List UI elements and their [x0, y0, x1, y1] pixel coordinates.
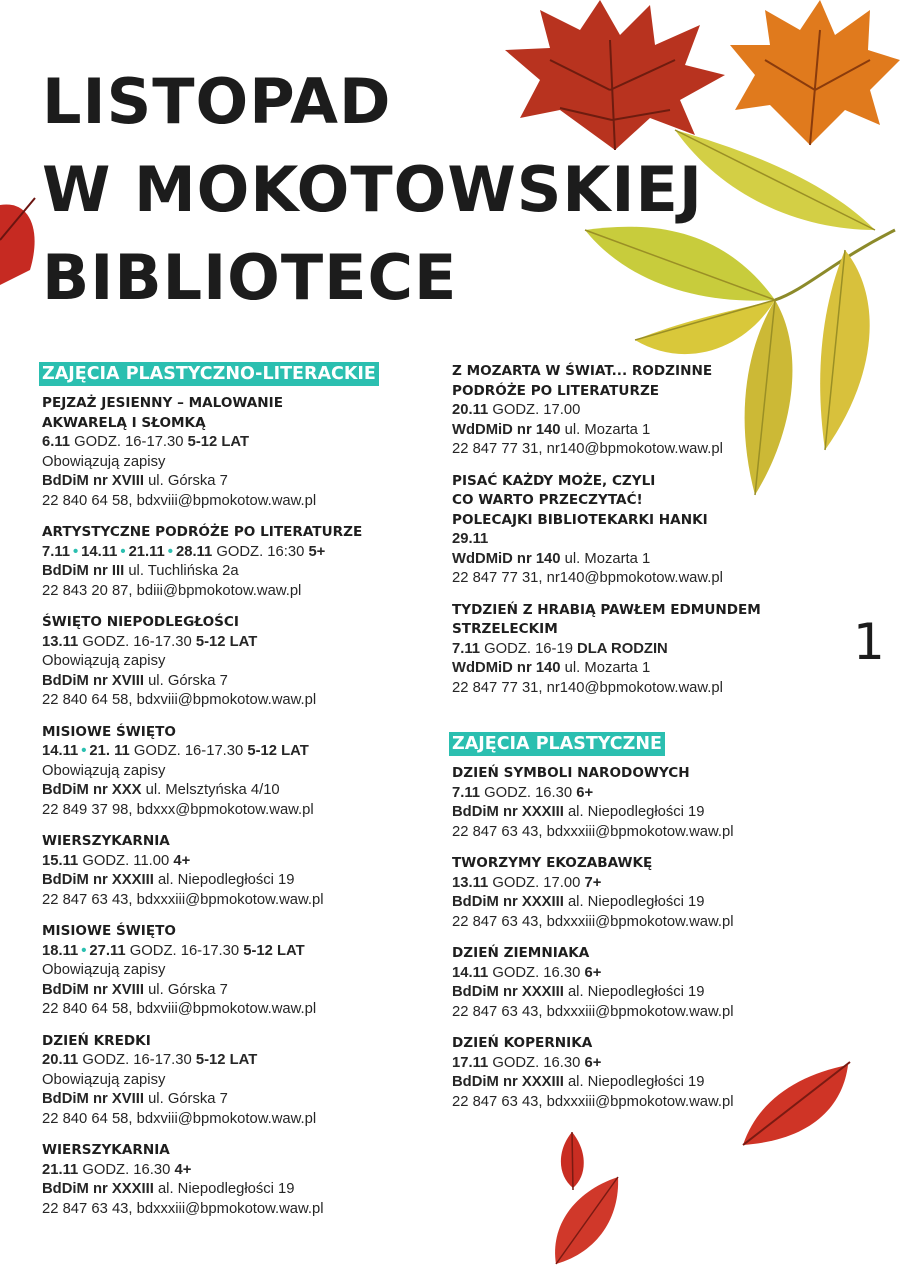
event-list: [42, 394, 442, 1219]
event-note: Obowiązują zapisy: [42, 453, 166, 470]
event-contact: 22 847 63 43, bdxxxiii@bpmokotow.waw.pl: [452, 1003, 734, 1020]
event-title: Z MOZARTA W ŚWIAT... RODZINNE: [452, 363, 713, 379]
event-time: GODZ. 16-19: [484, 640, 573, 657]
event-item: [42, 922, 442, 1020]
event-date-line: [42, 1161, 442, 1181]
separator-dot-icon: •: [167, 543, 173, 560]
event-age: DLA RODZIN: [577, 640, 668, 657]
event-item: [452, 944, 872, 1022]
event-note: Obowiązują zapisy: [42, 762, 166, 779]
venue-address: ul. Tuchlińska 2a: [128, 563, 239, 579]
venue-address: al. Niepodległości 19: [157, 1181, 295, 1197]
event-date: 17.11: [452, 1054, 489, 1071]
event-venue-line: [452, 1073, 872, 1093]
event-date: 7.11: [452, 640, 480, 657]
venue-name: BdDiM nr XVIII: [42, 1091, 144, 1107]
event-time: GODZ. 16.30: [492, 1054, 581, 1071]
event-contact: 22 847 63 43, bdxxxiii@bpmokotow.waw.pl: [452, 913, 734, 930]
venue-name: BdDiM nr XXXIII: [452, 1074, 564, 1090]
event-contact: 22 847 63 43, bdxxxiii@bpmokotow.waw.pl: [452, 823, 734, 840]
event-item: [42, 1141, 442, 1219]
event-date-line: [452, 401, 872, 421]
event-contact: 22 847 77 31, nr140@bpmokotow.waw.pl: [452, 679, 723, 696]
event-contact: 22 847 77 31, nr140@bpmokotow.waw.pl: [452, 570, 723, 586]
separator-dot-icon: •: [81, 942, 87, 959]
venue-address: al. Niepodległości 19: [567, 1074, 705, 1090]
event-contact: 22 840 64 58, bdxviii@bpmokotow.waw.pl: [42, 492, 317, 509]
event-item: [452, 472, 872, 589]
event-time: GODZ. 16-17.30: [82, 633, 192, 650]
event-title: WIERSZYKARNIA: [42, 833, 170, 849]
event-age: 5-12 LAT: [243, 942, 305, 959]
event-age: 4+: [174, 1161, 192, 1178]
event-item: [42, 1032, 442, 1130]
event-venue-line: [42, 981, 442, 1001]
venue-address: ul. Mozarta 1: [564, 550, 651, 567]
event-item: [42, 613, 442, 711]
event-title: TYDZIEŃ Z HRABIĄ PAWŁEM EDMUNDEM: [452, 601, 761, 618]
event-time: GODZ. 11.00: [82, 852, 170, 869]
event-title: DZIEŃ KOPERNIKA: [452, 1035, 593, 1051]
autumn-leaf-icon: [548, 1172, 623, 1267]
event-date-line: [452, 964, 872, 984]
event-title: TWORZYMY EKOZABAWKĘ: [452, 855, 653, 871]
event-time: GODZ. 16:30: [216, 543, 305, 560]
event-date: 20.11: [42, 1052, 79, 1068]
event-title: PEJZAŻ JESIENNY – MALOWANIE: [42, 395, 284, 411]
event-age: 5-12 LAT: [195, 633, 258, 650]
event-venue-line: [42, 562, 442, 582]
event-age: 6+: [584, 1054, 602, 1071]
event-time: GODZ. 16-17.30: [133, 743, 244, 759]
venue-address: al. Niepodległości 19: [567, 804, 705, 820]
event-date-line: [452, 530, 872, 550]
event-item: [452, 854, 872, 932]
event-date: 6.11: [42, 434, 70, 450]
event-title: STRZELECKIM: [452, 621, 558, 637]
event-date: 21.11: [128, 543, 165, 560]
title-line: W MOKOTOWSKIEJ: [42, 153, 703, 226]
event-note: Obowiązują zapisy: [42, 962, 166, 978]
event-time: GODZ. 17.00: [492, 874, 581, 891]
event-title: DZIEŃ ZIEMNIAKA: [452, 945, 590, 961]
event-item: [452, 601, 872, 699]
event-time: GODZ. 16-17.30: [74, 434, 184, 450]
event-date-line: [452, 640, 872, 660]
event-age: 6+: [576, 784, 594, 801]
event-title: CO WARTO PRZECZYTAĆ!: [452, 492, 643, 508]
event-date: 13.11: [452, 874, 489, 891]
event-item: [452, 764, 872, 842]
event-date: 18.11: [42, 942, 79, 959]
event-item: [452, 362, 872, 460]
event-venue-line: [452, 421, 872, 441]
event-date: 27.11: [89, 942, 126, 959]
page-title: [42, 58, 703, 322]
venue-address: ul. Górska 7: [148, 672, 228, 689]
venue-name: BdDiM nr XVIII: [42, 981, 144, 998]
event-item: [42, 832, 442, 910]
event-date-line: [42, 433, 442, 453]
event-item: [42, 723, 442, 821]
venue-address: al. Niepodległości 19: [567, 894, 705, 910]
event-contact: 22 840 64 58, bdxviii@bpmokotow.waw.pl: [42, 1001, 317, 1017]
event-age: 5-12 LAT: [247, 743, 309, 759]
event-date-line: [42, 852, 442, 872]
event-title: PODRÓŻE PO LITERATURZE: [452, 382, 660, 399]
event-title: DZIEŃ SYMBOLI NARODOWYCH: [452, 765, 690, 781]
left-column: [42, 362, 442, 1231]
event-venue-line: [42, 1090, 442, 1110]
event-contact: 22 849 37 98, bdxxx@bpmokotow.waw.pl: [42, 801, 314, 818]
event-venue-line: [42, 1180, 442, 1200]
page-number: 1: [853, 613, 885, 671]
venue-address: ul. Górska 7: [148, 473, 228, 489]
event-venue-line: [42, 781, 442, 801]
event-time: GODZ. 16.30: [484, 784, 573, 801]
event-time: GODZ. 16.30: [82, 1161, 171, 1178]
event-contact: 22 847 63 43, bdxxxiii@bpmokotow.waw.pl: [42, 1200, 324, 1217]
separator-dot-icon: •: [72, 543, 79, 560]
event-venue-line: [452, 659, 872, 679]
event-venue-line: [452, 893, 872, 913]
event-note: Obowiązują zapisy: [42, 1071, 166, 1088]
event-note: Obowiązują zapisy: [42, 653, 166, 669]
event-age: 5-12 LAT: [195, 1052, 258, 1068]
event-contact: 22 840 64 58, bdxviii@bpmokotow.waw.pl: [42, 692, 317, 708]
venue-address: ul. Mozarta 1: [564, 660, 651, 676]
venue-name: BdDiM nr XVIII: [42, 473, 144, 489]
event-date-line: [42, 942, 442, 962]
event-date: 13.11: [42, 633, 79, 650]
event-date: 20.11: [452, 402, 489, 418]
separator-dot-icon: •: [120, 543, 126, 560]
event-title: PISAĆ KAŻDY MOŻE, CZYLI: [452, 472, 656, 489]
event-date: 14.11: [81, 543, 118, 560]
separator-dot-icon: •: [81, 743, 87, 759]
event-date-line: [452, 784, 872, 804]
event-item: [42, 523, 442, 601]
event-title: AKWARELĄ I SŁOMKĄ: [42, 414, 206, 431]
right-column: [452, 362, 872, 1124]
event-date: 15.11: [42, 852, 79, 869]
title-line: LISTOPAD: [42, 65, 392, 138]
event-date: 14.11: [452, 964, 489, 981]
venue-address: ul. Mozarta 1: [564, 421, 651, 438]
venue-name: BdDiM nr XXXIII: [42, 872, 154, 888]
venue-address: ul. Górska 7: [148, 981, 228, 998]
venue-address: ul. Górska 7: [148, 1091, 228, 1107]
venue-name: BdDiM nr XXX: [42, 782, 142, 798]
venue-name: BdDiM nr XXXIII: [452, 894, 564, 910]
event-venue-line: [452, 550, 872, 570]
event-venue-line: [452, 983, 872, 1003]
event-date-line: [452, 874, 872, 894]
autumn-leaf-icon: [0, 190, 42, 290]
venue-name: WdDMiD nr 140: [452, 660, 561, 676]
event-date-line: [42, 742, 442, 762]
venue-name: BdDiM nr XXXIII: [452, 804, 564, 820]
venue-name: WdDMiD nr 140: [452, 421, 561, 438]
event-title: ŚWIĘTO NIEPODLEGŁOŚCI: [42, 614, 239, 630]
section-heading: ZAJĘCIA PLASTYCZNO-LITERACKIE: [39, 362, 379, 386]
event-venue-line: [42, 672, 442, 692]
event-date-line: [42, 1051, 442, 1071]
event-title: DZIEŃ KREDKI: [42, 1032, 151, 1049]
event-list: [452, 362, 872, 698]
event-venue-line: [452, 803, 872, 823]
venue-address: al. Niepodległości 19: [157, 872, 295, 888]
event-date: 21.11: [42, 1161, 79, 1178]
event-date: 21. 11: [89, 743, 130, 759]
event-item: [42, 394, 442, 511]
event-time: GODZ. 16-17.30: [129, 942, 240, 959]
venue-name: BdDiM nr XXXIII: [452, 984, 564, 1000]
title-line: BIBLIOTECE: [42, 241, 458, 314]
event-age: 5+: [308, 543, 326, 560]
venue-address: al. Niepodległości 19: [567, 984, 705, 1000]
event-title: MISIOWE ŚWIĘTO: [42, 923, 176, 939]
event-age: 6+: [584, 964, 602, 981]
venue-name: BdDiM nr XVIII: [42, 672, 144, 689]
event-contact: 22 847 77 31, nr140@bpmokotow.waw.pl: [452, 441, 723, 457]
section-heading: ZAJĘCIA PLASTYCZNE: [449, 732, 665, 756]
event-contact: 22 843 20 87, bdiii@bpmokotow.waw.pl: [42, 582, 302, 599]
venue-name: BdDiM nr XXXIII: [42, 1181, 154, 1197]
event-item: [452, 1034, 872, 1112]
event-date: 7.11: [452, 784, 480, 801]
event-time: GODZ. 16.30: [492, 964, 581, 981]
event-title: POLECAJKI BIBLIOTEKARKI HANKI: [452, 511, 708, 528]
venue-address: ul. Melsztyńska 4/10: [145, 782, 280, 798]
event-contact: 22 840 64 58, bdxviii@bpmokotow.waw.pl: [42, 1110, 317, 1127]
event-age: 5-12 LAT: [187, 434, 250, 450]
event-date-line: [42, 633, 442, 653]
event-title: MISIOWE ŚWIĘTO: [42, 723, 176, 740]
event-date: 7.11: [42, 543, 70, 560]
event-age: 7+: [584, 874, 602, 891]
event-contact: 22 847 63 43, bdxxxiii@bpmokotow.waw.pl: [42, 891, 324, 908]
event-date: 29.11: [452, 531, 489, 547]
event-contact: 22 847 63 43, bdxxxiii@bpmokotow.waw.pl: [452, 1093, 734, 1110]
event-title: ARTYSTYCZNE PODRÓŻE PO LITERATURZE: [42, 524, 363, 540]
venue-name: BdDiM nr III: [42, 563, 125, 579]
event-title: WIERSZYKARNIA: [42, 1142, 170, 1158]
event-time: GODZ. 17.00: [492, 402, 581, 418]
event-date: 14.11: [42, 743, 79, 759]
venue-name: WdDMiD nr 140: [452, 550, 561, 567]
event-list: [452, 764, 872, 1112]
event-venue-line: [42, 871, 442, 891]
event-venue-line: [42, 472, 442, 492]
event-date-line: [452, 1054, 872, 1074]
event-time: GODZ. 16-17.30: [82, 1052, 192, 1068]
event-date-line: [42, 543, 442, 563]
event-date: 28.11: [175, 543, 213, 560]
event-age: 4+: [173, 852, 191, 869]
